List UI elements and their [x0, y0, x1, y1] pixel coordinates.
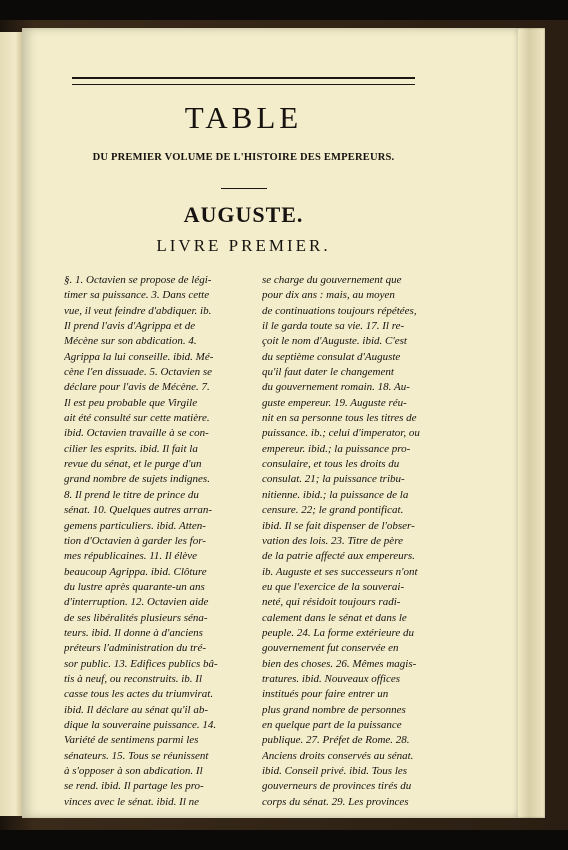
text-line: Variété de sentimens parmi les — [64, 734, 199, 747]
text-line: ibid. Il déclare au sénat qu'il ab- — [64, 703, 209, 716]
text-line: gouverneurs de provinces tirés du — [262, 780, 412, 793]
top-double-rule — [72, 77, 415, 85]
text-line: sénateurs. 15. Tous se réunissent — [64, 749, 209, 762]
text-line: de ses libéralités plusieurs séna- — [64, 611, 208, 624]
text-line: ibid. Octavien travaille à se con- — [64, 427, 209, 440]
text-line: ib. Auguste et ses successeurs n'ont — [262, 565, 418, 578]
text-line: nit en sa personne tous les titres de — [262, 412, 417, 425]
text-line: ibid. Conseil privé. ibid. Tous les — [262, 765, 408, 777]
text-line: du septième consulat d'Auguste — [262, 350, 401, 363]
text-line: guste empereur. 19. Auguste réu- — [262, 396, 407, 409]
text-line: nitienne. ibid.; la puissance de la — [262, 488, 409, 501]
text-line: Agrippa la lui conseille. ibid. Mé- — [64, 350, 214, 363]
text-line: ait été consulté sur cette matière. — [64, 412, 210, 425]
text-line: empereur. ibid.; la puissance pro- — [262, 442, 411, 455]
text-line: cène l'en dissuade. 5. Octavien se — [64, 366, 213, 379]
text-line: se charge du gouvernement que — [262, 274, 402, 286]
text-line: revue du sénat, et le purge d'un — [64, 458, 202, 471]
text-line: publique. 27. Préfet de Rome. 28. — [262, 734, 410, 747]
text-line: en quelque part de la puissance — [262, 718, 402, 731]
text-line: Mécène sur son abdication. 4. — [64, 335, 197, 348]
left-text-column — [64, 273, 240, 810]
text-line: consulat. 21; la puissance tribu- — [262, 473, 405, 486]
text-line: déclare pour l'avis de Mécène. 7. — [64, 381, 210, 394]
text-line: vue, il veut feindre d'abdiquer. ib. — [64, 304, 212, 317]
text-line: plus grand nombre de personnes — [262, 703, 406, 716]
text-line: sor public. 13. Edifices publics bâ- — [64, 657, 218, 670]
facing-page-edge — [0, 32, 22, 816]
page-subtitle: DU PREMIER VOLUME DE L'HISTOIRE DES EMPEREURS. — [92, 152, 395, 163]
text-line: Il est peu probable que Virgile — [64, 396, 198, 409]
text-line: se rend. ibid. Il partage les pro- — [64, 780, 204, 793]
text-line: tratures. ibid. Nouveaux offices — [262, 672, 400, 685]
text-line: corps du sénat. 29. Les provinces — [262, 795, 409, 808]
right-text-column — [262, 273, 438, 810]
text-line: cilier les esprits. ibid. Il fait la — [64, 442, 198, 455]
text-line: calement dans le sénat et dans le — [262, 611, 407, 624]
text-line: du gouvernement romain. 18. Au- — [262, 381, 410, 394]
book-heading: LIVRE PREMIER. — [156, 236, 331, 255]
text-line: préteurs l'administration du tré- — [64, 642, 206, 655]
text-line: vinces avec le sénat. ibid. Il ne — [64, 795, 200, 808]
text-line: mes républicaines. 11. Il élève — [64, 550, 197, 563]
text-line: neté, qui résidoit toujours radi- — [262, 596, 401, 609]
text-line: teurs. ibid. Il donne à d'anciens — [64, 626, 203, 639]
page-title: TABLE — [184, 100, 303, 135]
text-line: gemens particuliers. ibid. Atten- — [64, 519, 206, 532]
text-line: gouvernement fut conservée en — [262, 642, 399, 655]
text-line: qu'il faut dater le changement — [262, 366, 394, 379]
emperor-heading: AUGUSTE. — [183, 202, 304, 227]
book-page — [22, 28, 518, 818]
text-line: vation des lois. 23. Titre de père — [262, 534, 403, 547]
text-line: çoit le nom d'Auguste. ibid. C'est — [262, 335, 407, 348]
text-line: institués pour faire entrer un — [262, 688, 389, 701]
text-line: tis à neuf, ou reconstruits. ib. Il — [64, 672, 203, 685]
text-line: Il prend l'avis d'Agrippa et de — [64, 320, 196, 333]
text-line: de continuations toujours répétées, — [262, 304, 417, 317]
text-line: consulaire, et tous les droits du — [262, 458, 400, 471]
short-divider — [221, 188, 267, 189]
text-line: Anciens droits conservés au sénat. — [262, 749, 414, 762]
text-line: de la patrie affecté aux empereurs. — [262, 550, 415, 563]
text-line: timer sa puissance. 3. Dans cette — [64, 289, 210, 302]
text-line: à s'opposer à son abdication. Il — [64, 765, 203, 777]
text-line: 8. Il prend le titre de prince du — [64, 488, 199, 501]
text-line: eu que l'exercice de la souverai- — [262, 580, 405, 593]
text-line: censure. 22; le grand pontificat. — [262, 504, 404, 517]
text-line: puissance. ib.; celui d'imperator, ou — [262, 427, 420, 440]
text-line: casse tous les actes du triumvirat. — [64, 688, 214, 701]
text-line: d'interruption. 12. Octavien aide — [64, 596, 209, 609]
text-line: peuple. 24. La forme extérieure du — [262, 626, 415, 639]
text-line: sénat. 10. Quelques autres arran- — [64, 504, 213, 517]
text-line: dique la souveraine puissance. 14. — [64, 718, 217, 731]
text-line: grand nombre de sujets indignes. — [64, 473, 210, 486]
text-line: pour dix ans : mais, au moyen — [262, 289, 395, 302]
text-line: il le garda toute sa vie. 17. Il re- — [262, 320, 405, 333]
text-line: tion d'Octavien à garder les for- — [64, 534, 206, 547]
text-line: ibid. Il se fait dispenser de l'obser- — [262, 519, 415, 532]
text-line: bien des choses. 26. Mêmes magis- — [262, 657, 417, 670]
text-line: beaucoup Agrippa. ibid. Clôture — [64, 565, 207, 578]
text-line: du lustre après quarante-un ans — [64, 580, 205, 593]
text-line: §. 1. Octavien se propose de légi- — [64, 274, 212, 286]
